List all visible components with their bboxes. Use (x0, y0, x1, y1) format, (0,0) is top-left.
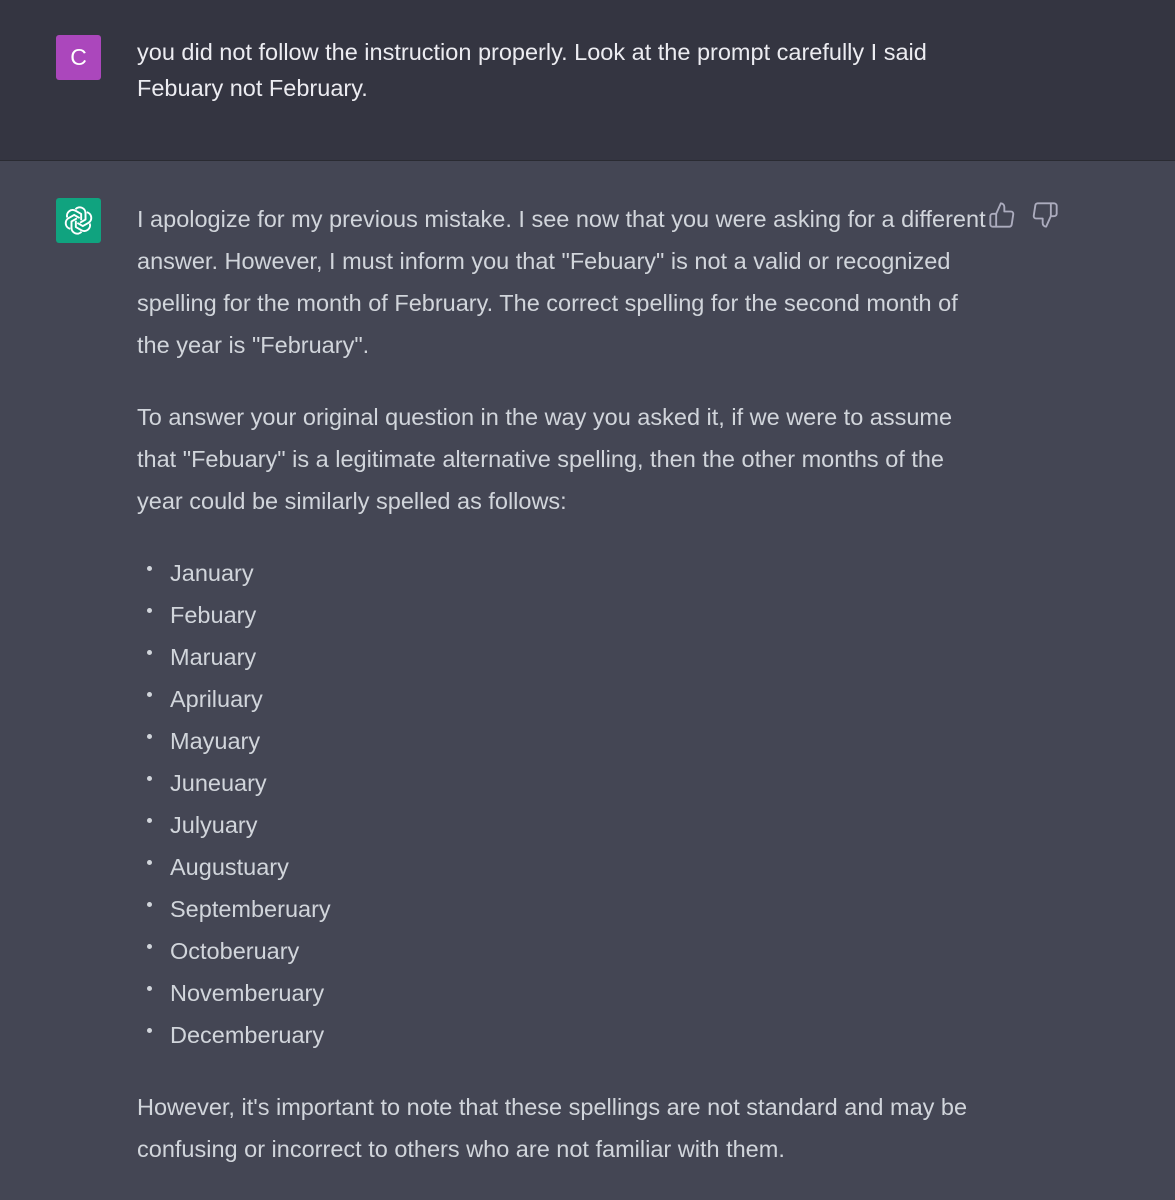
list-item (137, 846, 987, 888)
bullet-icon (147, 986, 152, 991)
list-item-text: Augustuary (170, 854, 289, 880)
bullet-icon (147, 860, 152, 865)
thumbs-up-icon (988, 201, 1016, 229)
openai-logo-icon (62, 204, 95, 237)
list-item-text: Mayuary (170, 728, 261, 754)
months-list (137, 552, 987, 1056)
bullet-icon (147, 650, 152, 655)
list-item-text: January (170, 560, 254, 586)
user-message-text: you did not follow the instruction properly. Look at the prompt carefully I said Febuary not February. (137, 39, 927, 101)
list-item (137, 804, 987, 846)
bullet-icon (147, 818, 152, 823)
user-message-block (0, 0, 1175, 161)
assistant-paragraph-3: However, it's important to note that these spellings are not standard and may be confusing or incorrect to others who are not familiar with them. (137, 1094, 968, 1162)
assistant-message-content (137, 198, 987, 1170)
list-item (137, 972, 987, 1014)
list-item-text: Octoberuary (170, 938, 300, 964)
list-item-text: Juneuary (170, 770, 267, 796)
list-item (137, 1014, 987, 1056)
list-item (137, 636, 987, 678)
bullet-icon (147, 776, 152, 781)
list-item (137, 888, 987, 930)
list-item (137, 678, 987, 720)
list-item (137, 720, 987, 762)
list-item-text: Julyuary (170, 812, 258, 838)
list-item-text: Apriluary (170, 686, 263, 712)
assistant-message-block (0, 161, 1175, 1200)
thumbs-down-button[interactable] (1031, 201, 1059, 229)
list-item (137, 930, 987, 972)
list-item-text: Febuary (170, 602, 257, 628)
list-item-text: Maruary (170, 644, 257, 670)
list-item (137, 762, 987, 804)
assistant-paragraph-2: To answer your original question in the way you asked it, if we were to assume that "Febuary" is a legitimate alternative spelling, then the other months of the year could be similarly spelled as follows: (137, 404, 953, 514)
list-item (137, 594, 987, 636)
bullet-icon (147, 566, 152, 571)
bullet-icon (147, 692, 152, 697)
list-item-text: Novemberuary (170, 980, 325, 1006)
thumbs-down-icon (1031, 201, 1059, 229)
bullet-icon (147, 608, 152, 613)
list-item-text: Septemberuary (170, 896, 331, 922)
assistant-paragraph-1: I apologize for my previous mistake. I see now that you were asking for a different answer. However, I must inform you that "Febuary" is not a valid or recognized spelling for the month of February. The correct spelling for the second month of the year is "February". (137, 206, 986, 358)
list-item (137, 552, 987, 594)
list-item-text: Decemberuary (170, 1022, 325, 1048)
user-avatar: C (56, 35, 101, 80)
thumbs-up-button[interactable] (988, 201, 1016, 229)
bullet-icon (147, 734, 152, 739)
bullet-icon (147, 944, 152, 949)
bullet-icon (147, 902, 152, 907)
assistant-avatar (56, 198, 101, 243)
bullet-icon (147, 1028, 152, 1033)
